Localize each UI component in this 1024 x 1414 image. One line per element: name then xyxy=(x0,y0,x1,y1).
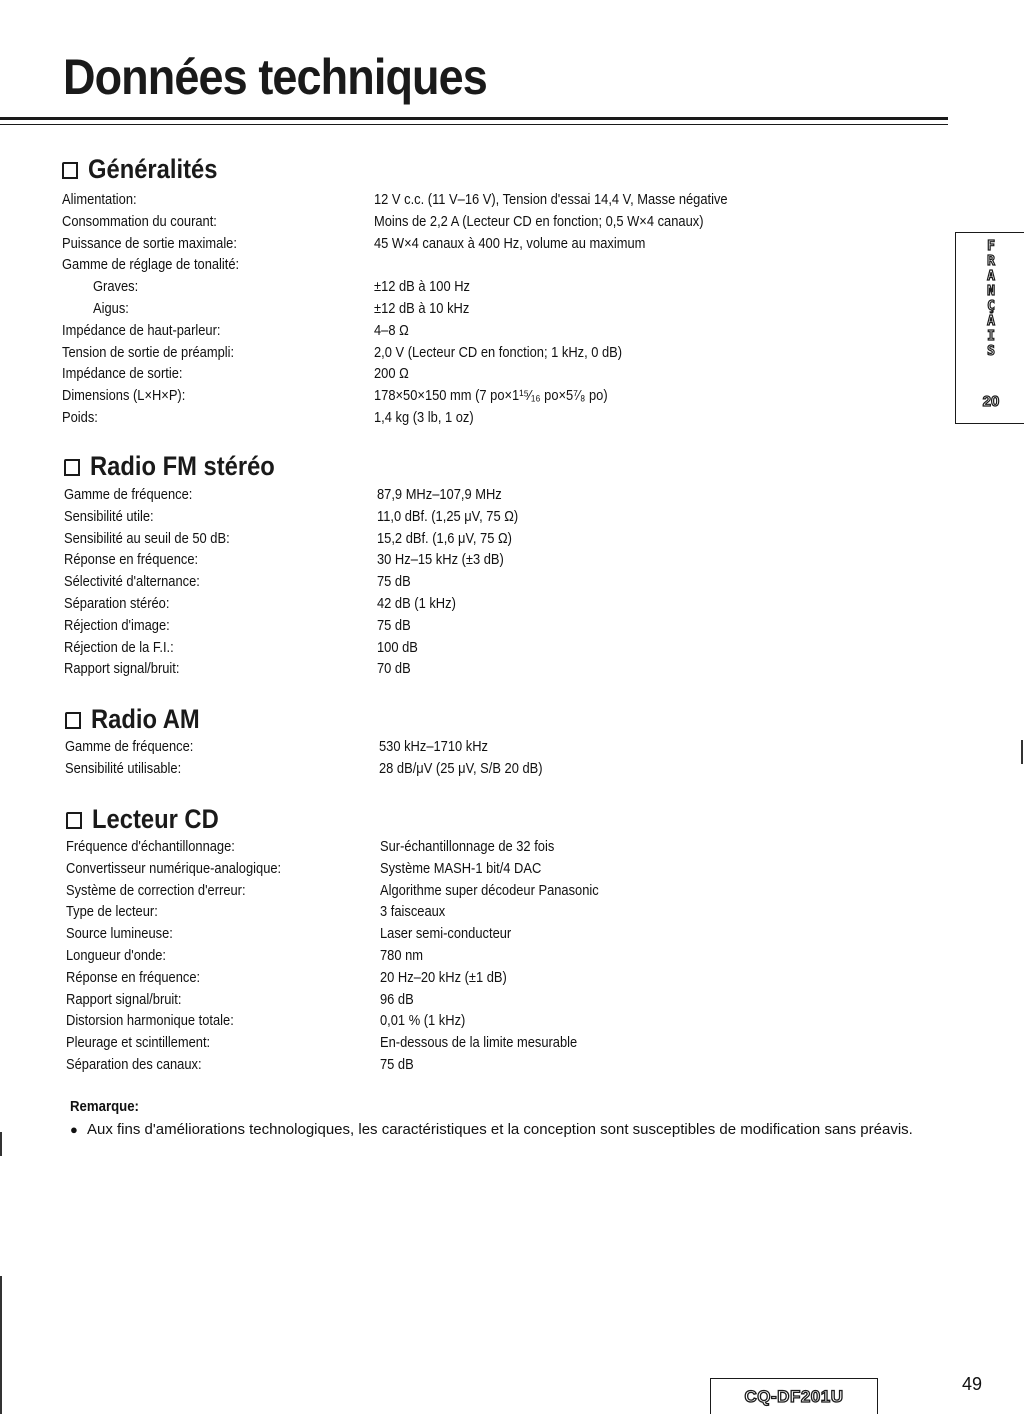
spec-value: 1,4 kg (3 lb, 1 oz) xyxy=(374,408,474,426)
spec-value: Moins de 2,2 A (Lecteur CD en fonction; 0,5 W×4 canaux) xyxy=(374,212,704,230)
spec-label: Type de lecteur: xyxy=(66,903,158,921)
spec-row xyxy=(62,254,240,276)
section-radio-fm xyxy=(64,449,519,680)
spec-value: 2,0 V (Lecteur CD en fonction; 1 kHz, 0 dB) xyxy=(374,343,623,361)
spec-list xyxy=(62,189,728,429)
spec-value: 100 dB xyxy=(377,638,418,656)
spec-value: 20 Hz–20 kHz (±1 dB) xyxy=(380,968,507,986)
spec-value: 3 faisceaux xyxy=(380,903,446,921)
spec-row xyxy=(66,858,542,880)
spec-label: Impédance de haut-parleur: xyxy=(62,321,221,339)
spec-value: 28 dB/μV (25 μV, S/B 20 dB) xyxy=(379,759,543,777)
spec-label: Sensibilité au seuil de 50 dB: xyxy=(64,529,230,547)
spec-label: Réponse en fréquence: xyxy=(64,551,199,569)
language-letter: A xyxy=(987,314,995,329)
spec-label: Source lumineuse: xyxy=(66,925,173,943)
spec-row xyxy=(62,320,409,342)
spec-value: 0,01 % (1 kHz) xyxy=(380,1012,466,1030)
remark-title: Remarque: xyxy=(70,1098,139,1115)
spec-value: En-dessous de la limite mesurable xyxy=(380,1034,578,1052)
spec-label: Système de correction d'erreur: xyxy=(66,881,246,899)
spec-value: 4–8 Ω xyxy=(374,321,409,339)
spec-row xyxy=(64,528,512,550)
language-letter: S xyxy=(987,344,995,359)
spec-row xyxy=(66,836,555,858)
spec-row xyxy=(62,189,728,211)
spec-row xyxy=(65,758,543,780)
left-margin-mark xyxy=(0,1132,2,1156)
spec-value: 30 Hz–15 kHz (±3 dB) xyxy=(377,551,504,569)
language-letter: F xyxy=(987,239,995,254)
spec-row xyxy=(62,385,608,407)
section-lecteur-cd xyxy=(66,802,599,1076)
spec-label: Consommation du courant: xyxy=(62,212,217,230)
spec-value: 200 Ω xyxy=(374,365,409,383)
spec-label: Impédance de sortie: xyxy=(62,365,183,383)
section-radio-am xyxy=(65,702,543,780)
spec-row xyxy=(66,901,446,923)
right-margin-mark xyxy=(1021,740,1023,764)
spec-row xyxy=(66,880,599,902)
spec-row xyxy=(64,615,411,637)
spec-row xyxy=(66,1010,466,1032)
spec-value: Système MASH-1 bit/4 DAC xyxy=(380,859,542,877)
spec-label: Pleurage et scintillement: xyxy=(66,1034,211,1052)
page-number: 49 xyxy=(962,1374,983,1394)
spec-row xyxy=(64,506,519,528)
spec-value: 11,0 dBf. (1,25 μV, 75 Ω) xyxy=(377,507,519,525)
spec-value: 75 dB xyxy=(377,573,411,591)
section-heading: Lecteur CD xyxy=(66,802,236,836)
spec-label: Dimensions (L×H×P): xyxy=(62,387,186,405)
spec-row xyxy=(62,233,646,255)
spec-value: 178×50×150 mm (7 po×1¹⁵⁄₁₆ po×5⁷⁄₈ po) xyxy=(374,387,608,405)
spec-list xyxy=(66,836,599,1076)
spec-value: 12 V c.c. (11 V–16 V), Tension d'essai 14,4 V, Masse négative xyxy=(374,191,728,208)
spec-value: Laser semi-conducteur xyxy=(380,925,512,943)
section-generalites xyxy=(62,152,728,429)
section-heading: Généralités xyxy=(62,152,235,186)
page-title: Données techniques xyxy=(63,49,487,105)
spec-row xyxy=(66,945,424,967)
spec-label: Sensibilité utile: xyxy=(64,507,154,525)
spec-row xyxy=(64,571,411,593)
model-name: CQ-DF201U xyxy=(744,1387,844,1406)
remark-body xyxy=(62,1119,952,1141)
spec-row xyxy=(62,363,409,385)
spec-value: Algorithme super décodeur Panasonic xyxy=(380,881,599,899)
spec-label: Réponse en fréquence: xyxy=(66,968,201,986)
bullet-dot-icon: ● xyxy=(70,1122,78,1137)
spec-row xyxy=(62,342,623,364)
spec-label: Séparation stéréo: xyxy=(64,594,170,612)
spec-label: Rapport signal/bruit: xyxy=(66,990,182,1008)
spec-row xyxy=(66,1054,414,1076)
spec-row xyxy=(65,736,489,758)
spec-row xyxy=(66,923,512,945)
spec-value: 15,2 dBf. (1,6 μV, 75 Ω) xyxy=(377,529,512,547)
checkbox-square-icon xyxy=(64,459,80,476)
checkbox-square-icon xyxy=(66,812,82,829)
spec-label: Gamme de fréquence: xyxy=(64,486,193,503)
spec-label: Alimentation: xyxy=(62,191,137,208)
spec-label: Sélectivité d'alternance: xyxy=(64,573,200,591)
section-heading: Radio FM stéréo xyxy=(64,449,300,483)
language-letter: R xyxy=(987,254,995,269)
spec-value: 96 dB xyxy=(380,990,414,1008)
spec-label: Gamme de réglage de tonalité: xyxy=(62,256,240,274)
language-tab xyxy=(955,232,1024,424)
spec-row xyxy=(64,658,411,680)
spec-label: Convertisseur numérique-analogique: xyxy=(66,859,282,877)
title-rule-thick xyxy=(0,117,948,120)
spec-list xyxy=(65,736,543,780)
spec-row xyxy=(62,407,474,429)
spec-row xyxy=(62,211,704,233)
spec-row xyxy=(66,1032,578,1054)
spec-label: Tension de sortie de préampli: xyxy=(62,343,235,361)
spec-label: Longueur d'onde: xyxy=(66,946,167,964)
language-tab-page: 20 xyxy=(982,393,1000,410)
spec-label: Graves: xyxy=(93,278,139,296)
language-letter: A xyxy=(987,269,995,284)
checkbox-square-icon xyxy=(62,162,78,179)
spec-value: Sur-échantillonnage de 32 fois xyxy=(380,838,555,855)
spec-value: 70 dB xyxy=(377,660,411,678)
spec-value: 42 dB (1 kHz) xyxy=(377,594,456,612)
spec-value: 530 kHz–1710 kHz xyxy=(379,738,489,755)
checkbox-square-icon xyxy=(65,712,81,729)
model-badge xyxy=(710,1378,878,1414)
spec-label: Fréquence d'échantillonnage: xyxy=(66,838,235,855)
language-letter: Ç xyxy=(987,299,995,314)
spec-row xyxy=(64,484,502,506)
spec-row xyxy=(66,967,507,989)
spec-value: ±12 dB à 100 Hz xyxy=(374,278,471,296)
spec-row xyxy=(64,549,504,571)
spec-row xyxy=(64,637,418,659)
language-tab-letters xyxy=(956,239,1024,359)
spec-value: ±12 dB à 10 kHz xyxy=(374,299,470,317)
spec-value: 75 dB xyxy=(380,1055,414,1073)
spec-label: Réjection d'image: xyxy=(64,616,170,634)
spec-value: 75 dB xyxy=(377,616,411,634)
remark-block xyxy=(62,1098,952,1141)
spec-value: 87,9 MHz–107,9 MHz xyxy=(377,486,502,503)
title-rule-thin xyxy=(0,124,948,125)
spec-label: Distorsion harmonique totale: xyxy=(66,1012,234,1030)
spec-label: Rapport signal/bruit: xyxy=(64,660,180,678)
spec-label: Sensibilité utilisable: xyxy=(65,759,182,777)
spec-value: 780 nm xyxy=(380,946,424,964)
remark-text: Aux fins d'améliorations technologiques, les caractéristiques et la conception sont susceptibles de modification sans préavis. xyxy=(87,1121,913,1138)
section-heading: Radio AM xyxy=(65,702,215,736)
spec-row xyxy=(66,989,414,1011)
spec-label: Réjection de la F.I.: xyxy=(64,638,174,656)
language-letter: I xyxy=(987,329,995,344)
spec-row xyxy=(62,276,471,298)
spec-list xyxy=(64,484,519,680)
spec-label: Puissance de sortie maximale: xyxy=(62,234,237,252)
spec-label: Poids: xyxy=(62,408,98,426)
language-letter: N xyxy=(987,284,995,299)
spec-label: Séparation des canaux: xyxy=(66,1055,202,1073)
left-margin-mark xyxy=(0,1276,2,1414)
spec-row xyxy=(64,593,456,615)
spec-label: Aigus: xyxy=(93,299,129,317)
spec-value: 45 W×4 canaux à 400 Hz, volume au maximum xyxy=(374,234,646,252)
spec-label: Gamme de fréquence: xyxy=(65,738,194,755)
spec-row xyxy=(62,298,470,320)
